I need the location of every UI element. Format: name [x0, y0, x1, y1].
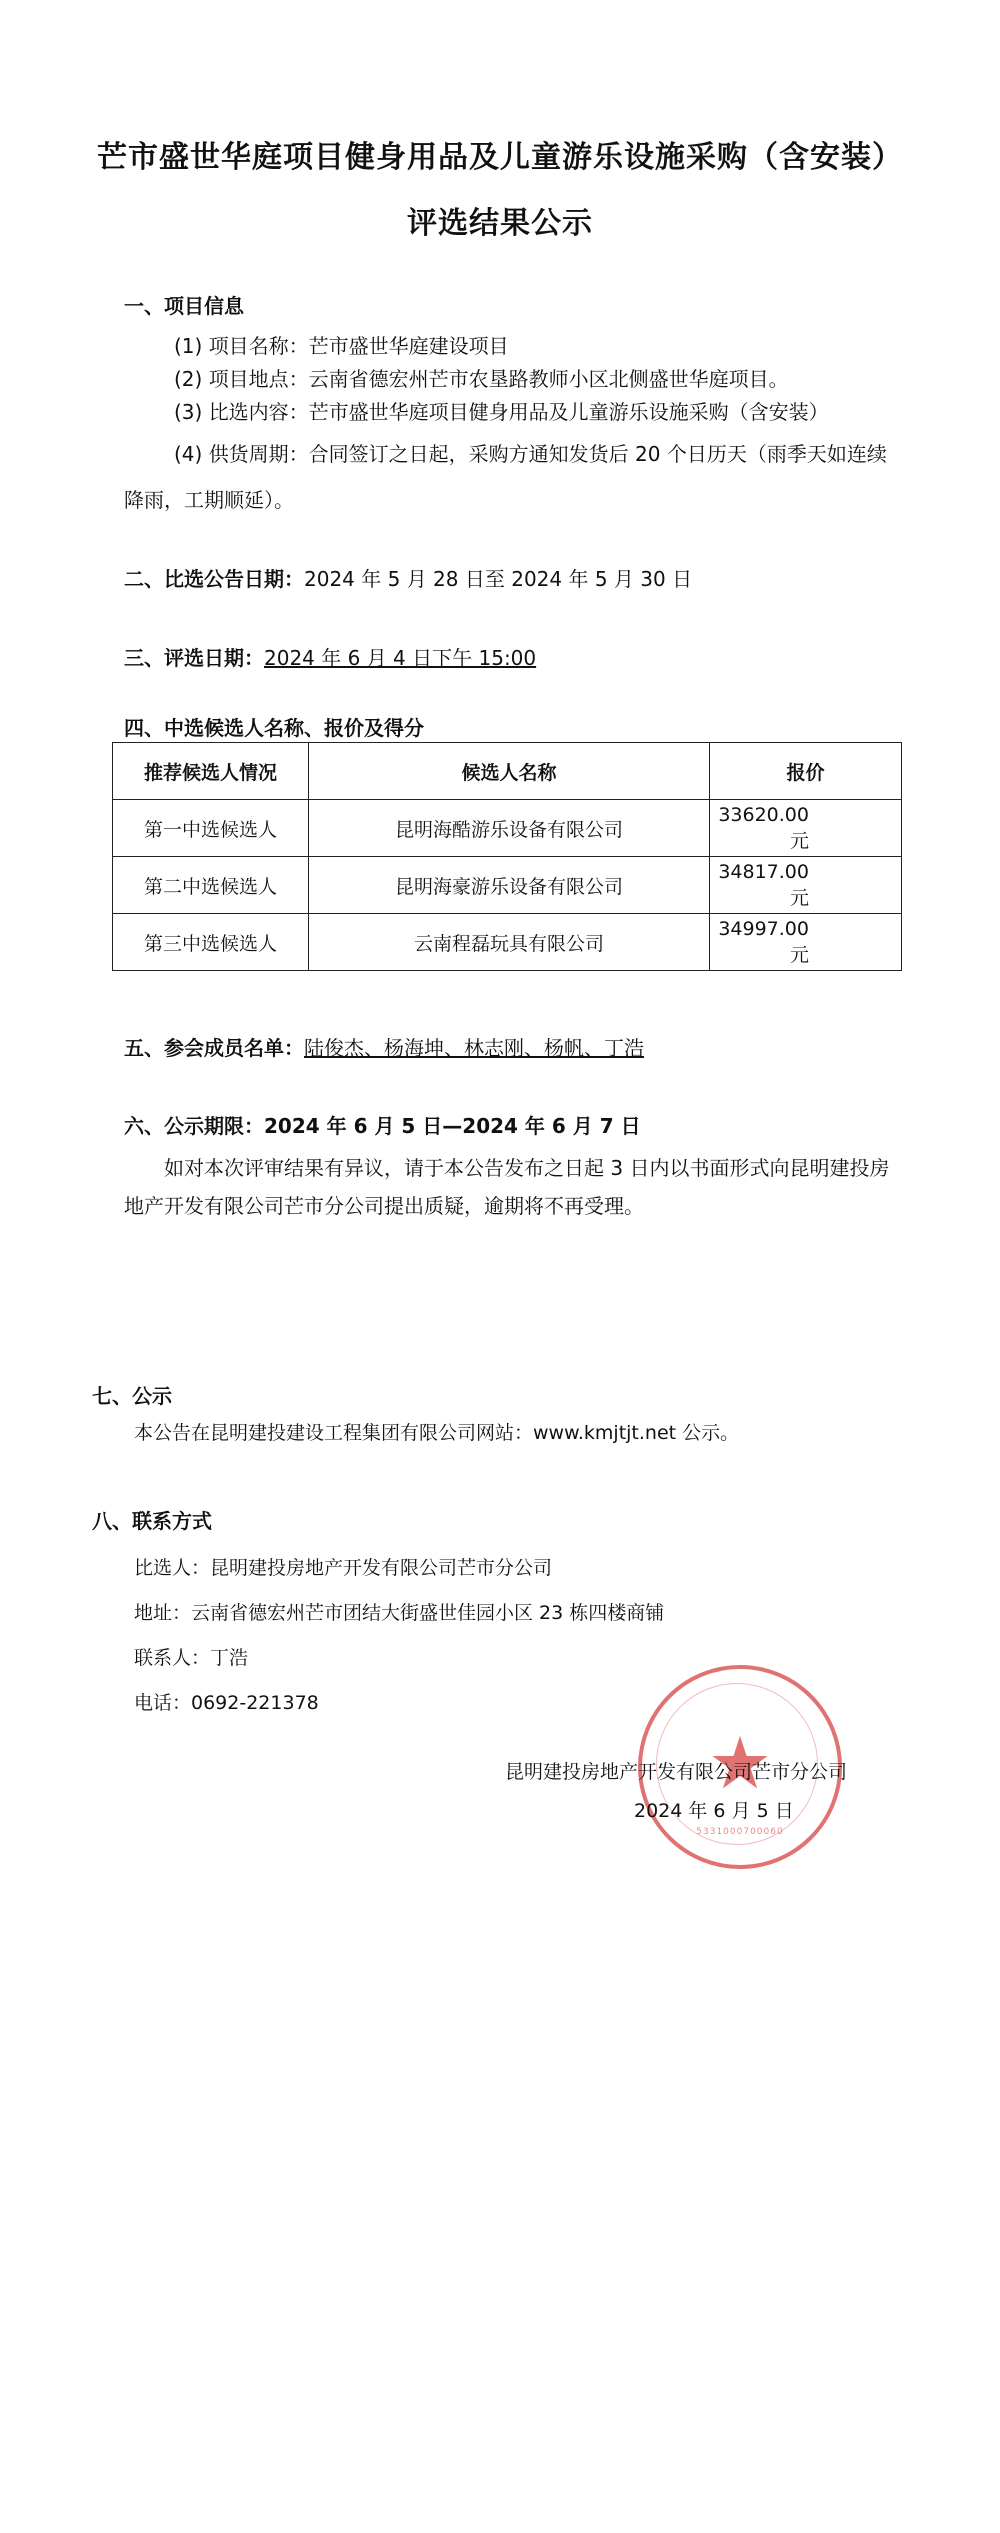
- table-row: [113, 857, 902, 914]
- column-header-price: 报价: [710, 743, 902, 800]
- address-line: 地址：云南省德宏州芒市团结大街盛世佳园小区 23 栋四楼商铺: [134, 1602, 665, 1624]
- seal-star-icon: ★: [707, 1721, 773, 1805]
- objection-paragraph-line1: 如对本次评审结果有异议，请于本公告发布之日起 3 日内以书面形式向昆明建投房: [164, 1156, 890, 1180]
- section6-heading: 六、公示期限：2024 年 6 月 5 日—2024 年 6 月 7 日: [124, 1114, 641, 1138]
- candidate-price: 33620.00 元: [710, 800, 902, 857]
- seal-code: 5331000700060: [696, 1827, 784, 1837]
- candidate-name: 昆明海豪游乐设备有限公司: [309, 857, 710, 914]
- section8-heading: 八、联系方式: [92, 1509, 212, 1533]
- evaluation-date: 2024 年 6 月 4 日下午 15:00: [264, 646, 537, 670]
- section5-heading: 五、参会成员名单：: [124, 1036, 304, 1060]
- candidate-price: 34997.00 元: [710, 914, 902, 971]
- column-header-rank: 推荐候选人情况: [113, 743, 309, 800]
- objection-paragraph-line2: 地产开发有限公司芒市分公司提出质疑，逾期将不再受理。: [124, 1194, 644, 1218]
- signature-date: 2024 年 6 月 5 日: [634, 1800, 794, 1822]
- column-header-name: 候选人名称: [309, 743, 710, 800]
- candidate-rank: 第二中选候选人: [113, 857, 309, 914]
- supply-period-item: (4) 供货周期：合同签订之日起，采购方通知发货后 20 个日历天（雨季天如连续: [174, 442, 887, 466]
- member-list: 陆俊杰、杨海坤、林志刚、杨帆、丁浩: [304, 1036, 644, 1060]
- signature-company: 昆明建投房地产开发有限公司芒市分公司: [505, 1761, 848, 1783]
- project-content-item: (3) 比选内容：芒市盛世华庭项目健身用品及儿童游乐设施采购（含安装）: [174, 400, 829, 424]
- section2-line: [124, 563, 692, 592]
- document-title: 芒市盛世华庭项目健身用品及儿童游乐设施采购（含安装）: [97, 140, 903, 175]
- document-subtitle: 评选结果公示: [407, 206, 593, 241]
- candidate-name: 昆明海酷游乐设备有限公司: [309, 800, 710, 857]
- project-location-item: (2) 项目地点：云南省德宏州芒市农垦路教师小区北侧盛世华庭项目。: [174, 367, 789, 391]
- selector-line: 比选人：昆明建投房地产开发有限公司芒市分公司: [134, 1557, 553, 1579]
- table-row: [113, 914, 902, 971]
- publication-notice: 本公告在昆明建投建设工程集团有限公司网站：www.kmjtjt.net 公示。: [134, 1422, 740, 1444]
- section4-heading: 四、中选候选人名称、报价及得分: [124, 716, 424, 740]
- section1-heading: 一、项目信息: [124, 294, 244, 318]
- candidates-table: [112, 742, 902, 971]
- section3-heading: 三、评选日期：: [124, 646, 264, 670]
- table-header-row: [113, 743, 902, 800]
- candidate-rank: 第三中选候选人: [113, 914, 309, 971]
- candidate-rank: 第一中选候选人: [113, 800, 309, 857]
- contact-line: 联系人：丁浩: [134, 1647, 249, 1669]
- candidate-price: 34817.00 元: [710, 857, 902, 914]
- announcement-period: 2024 年 5 月 28 日至 2024 年 5 月 30 日: [304, 567, 693, 591]
- section7-heading: 七、公示: [92, 1384, 172, 1408]
- section3-line: [124, 642, 536, 671]
- section2-heading: 二、比选公告日期：: [124, 567, 304, 591]
- table-row: [113, 800, 902, 857]
- candidate-name: 云南程磊玩具有限公司: [309, 914, 710, 971]
- project-name-item: (1) 项目名称：芒市盛世华庭建设项目: [174, 334, 509, 358]
- phone-line: 电话：0692-221378: [134, 1692, 319, 1714]
- section5-line: [124, 1032, 644, 1061]
- supply-period-continuation: 降雨，工期顺延）。: [124, 488, 294, 512]
